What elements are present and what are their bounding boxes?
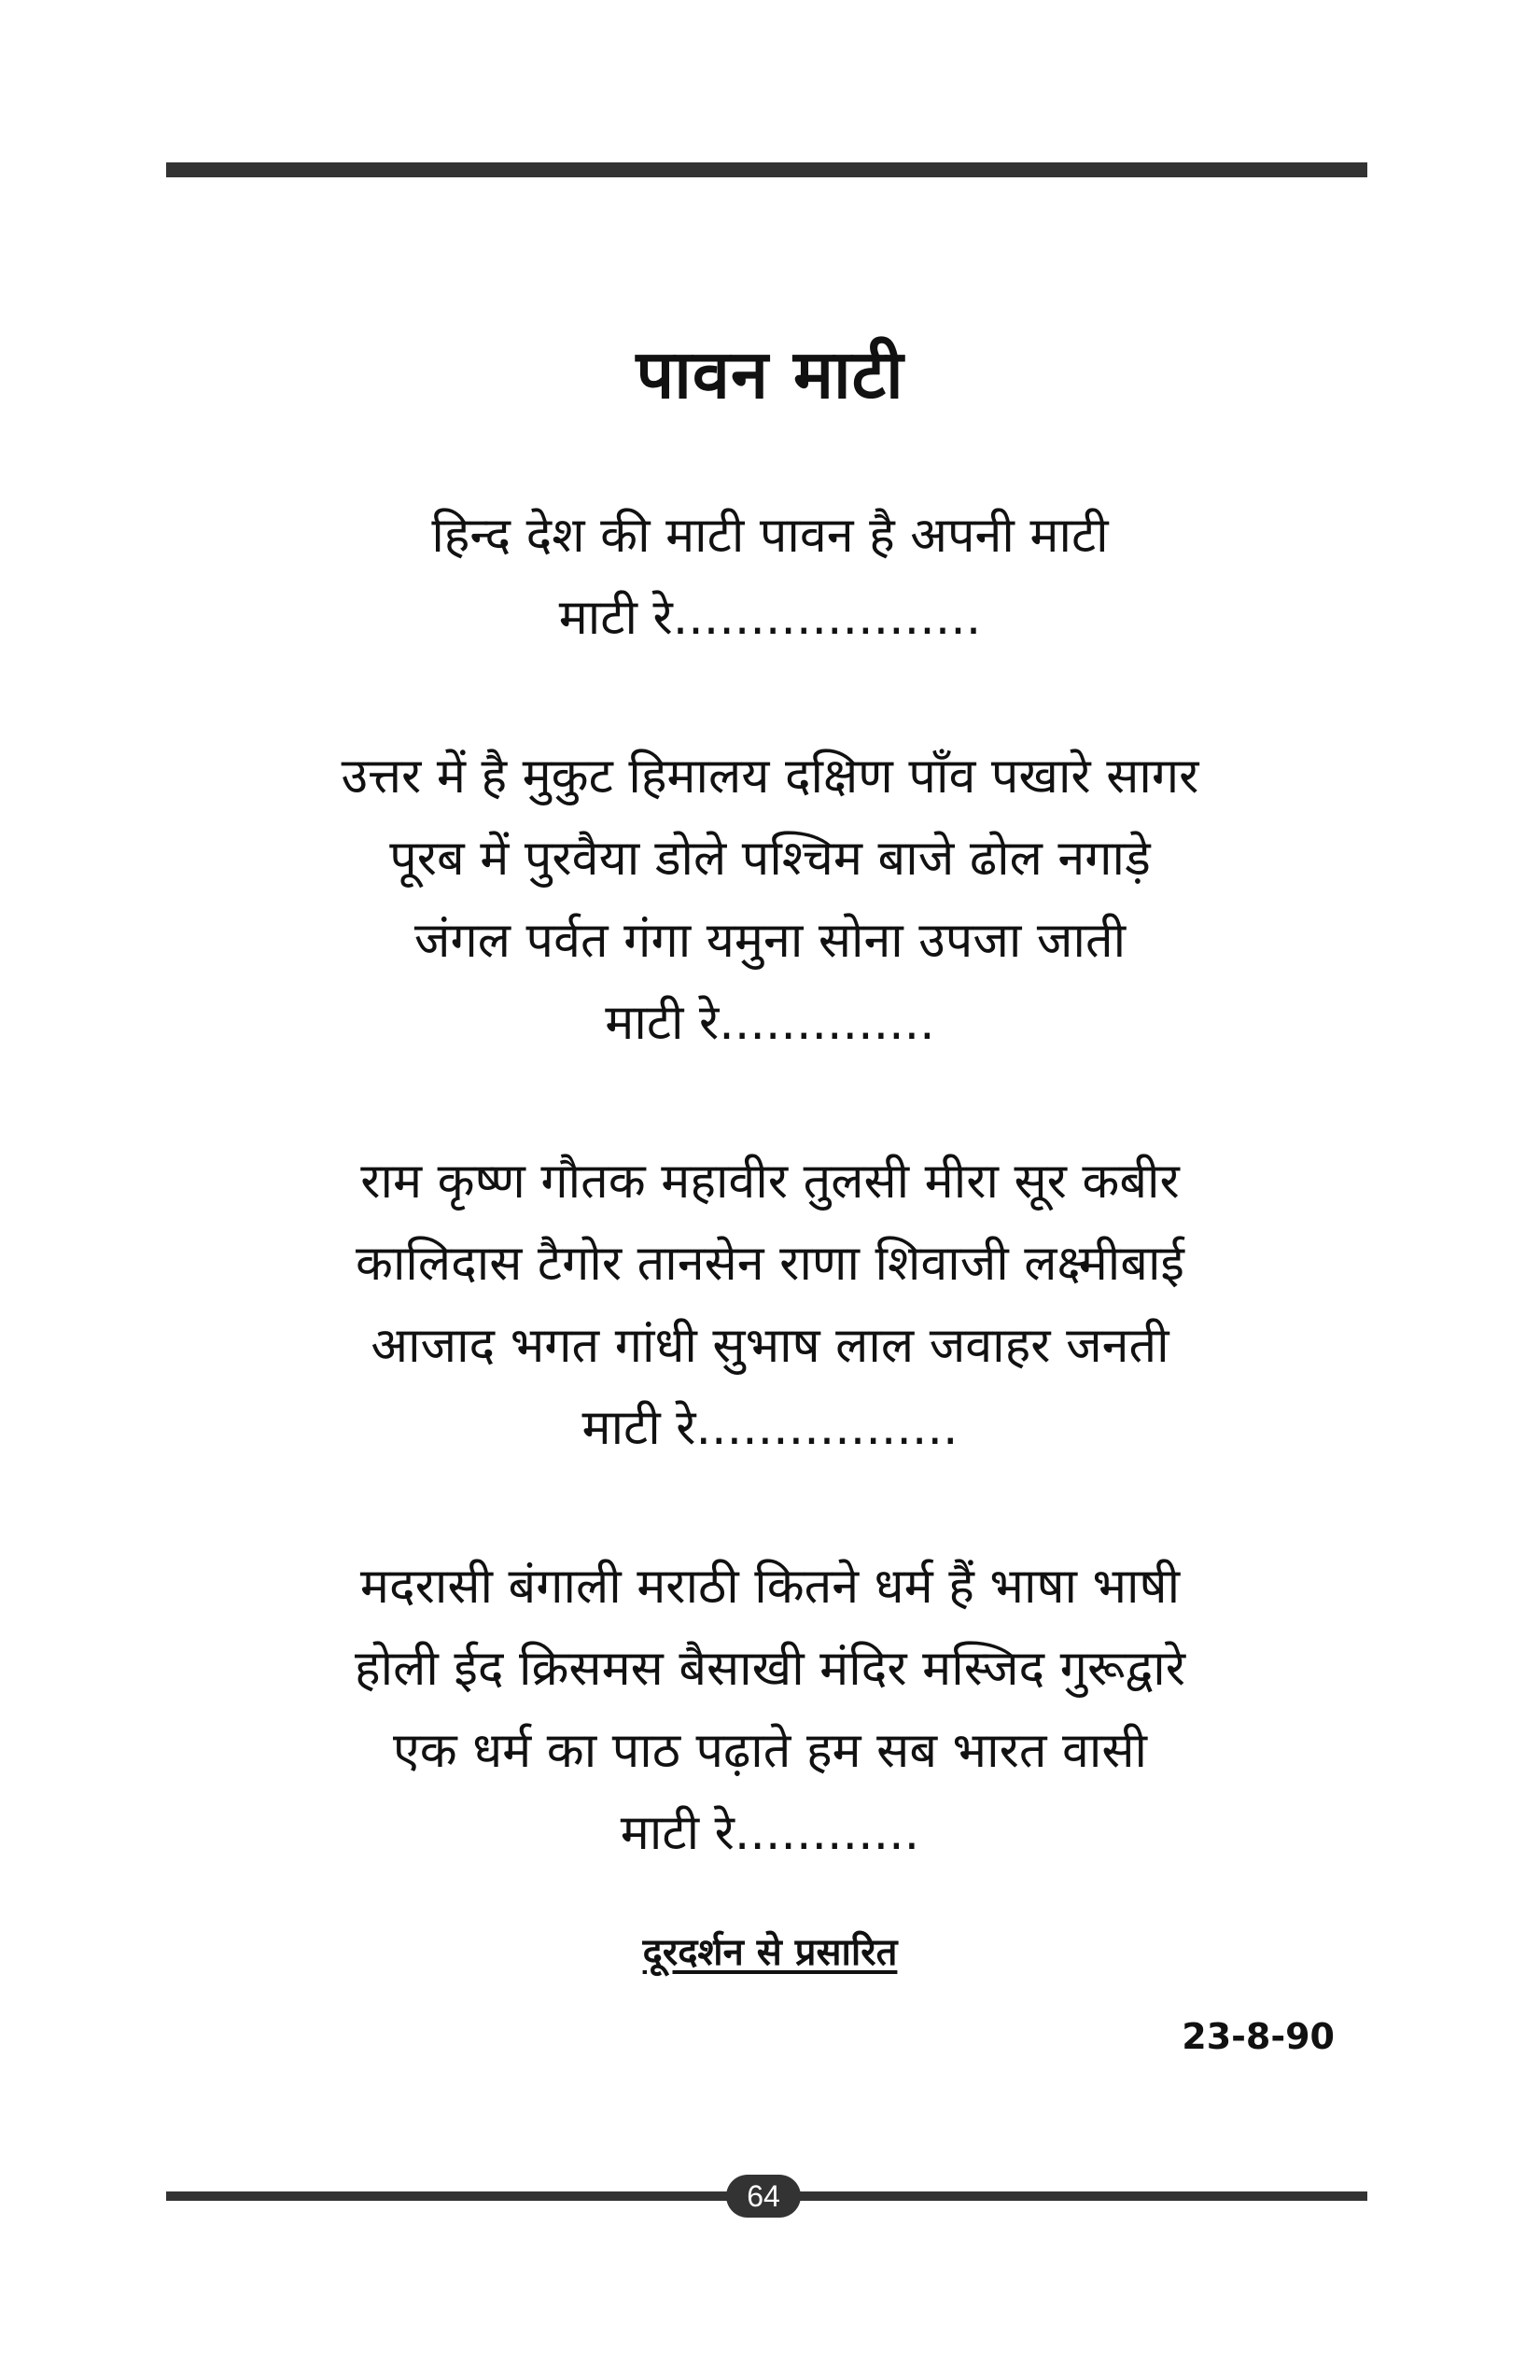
refrain-line: माटी रे....................	[558, 590, 982, 646]
poem-line: कालिदास टैगोर तानसेन राणा शिवाजी लक्ष्मीबाई	[356, 1236, 1184, 1292]
stanza-3	[0, 1141, 1540, 1469]
top-rule	[166, 162, 1367, 177]
page-number: 64	[726, 2175, 801, 2218]
refrain-line: माटी रे..............	[605, 995, 935, 1051]
refrain-line: माटी रे............	[620, 1805, 920, 1861]
poem-line: मदरासी बंगाली मराठी कितने धर्म हैं भाषा भाषी	[359, 1559, 1181, 1615]
broadcast-credit: दूरदर्शन से प्रसारित	[642, 1931, 898, 1974]
refrain-line: माटी रे.................	[581, 1400, 959, 1456]
poem-line: राम कृष्ण गौतक महावीर तुलसी मीरा सूर कबीर	[360, 1154, 1180, 1210]
poem-line: होली ईद क्रिसमस बैसाखी मंदिर मस्जिद गुरूद्वारे	[355, 1641, 1185, 1697]
poem-line: पूरब में पुरवैया डोले पश्चिम बाजे ढोल नगाड़े	[389, 831, 1151, 887]
date: 23-8-90	[1182, 2016, 1335, 2057]
poem-line: हिन्द देश की माटी पावन है अपनी माटी	[431, 508, 1109, 564]
stanza-4	[0, 1546, 1540, 1874]
stanza-2	[0, 735, 1540, 1064]
poem	[0, 495, 1540, 1951]
poem-line: जंगल पर्वत गंगा यमुना सोना उपजा जाती	[413, 913, 1127, 969]
page-title: पावन माटी	[636, 335, 904, 413]
poem-line: उत्तर में है मुकुट हिमालय दक्षिण पाँव पखारे सागर	[341, 749, 1199, 805]
poem-line: आजाद भगत गांधी सुभाष लाल जवाहर जनती	[371, 1318, 1169, 1374]
stanza-1	[0, 495, 1540, 659]
poem-line: एक धर्म का पाठ पढ़ाते हम सब भारत वासी	[392, 1723, 1148, 1779]
